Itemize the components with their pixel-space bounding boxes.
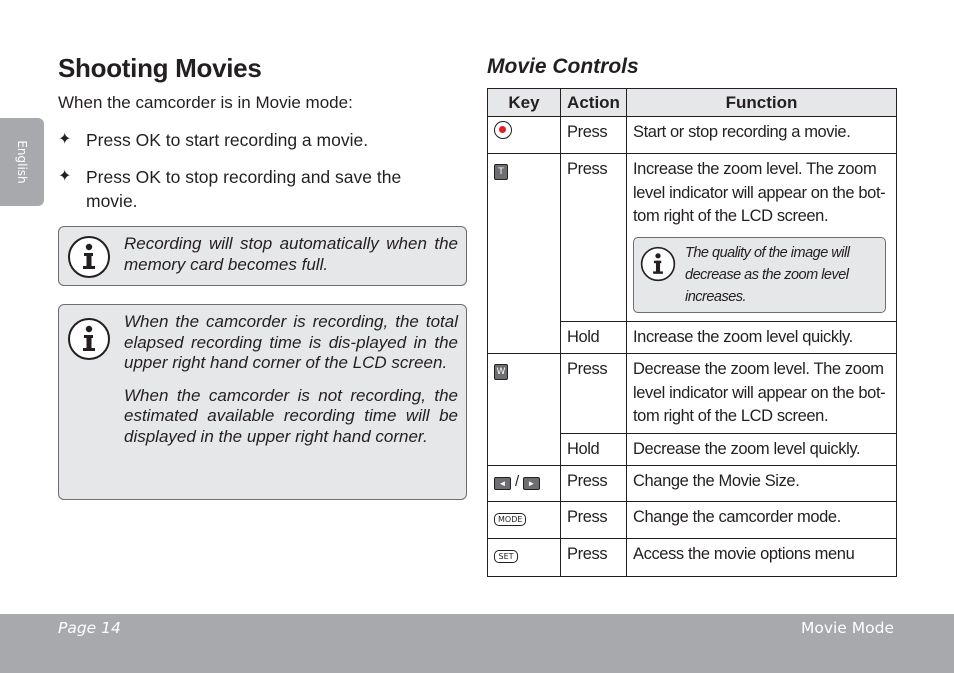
function-cell: Start or stop recording a movie. — [627, 117, 897, 154]
table-row — [488, 466, 897, 502]
bullet-item — [58, 165, 438, 213]
key-separator: / — [515, 473, 519, 490]
function-cell: Change the Movie Size. — [627, 466, 897, 502]
action-cell: Press — [561, 466, 627, 502]
action-cell: Hold — [561, 433, 627, 466]
function-cell: Increase the zoom level quickly. — [627, 321, 897, 354]
key-cell — [488, 117, 561, 154]
action-cell: Hold — [561, 321, 627, 354]
table-row — [488, 117, 897, 154]
record-button-icon — [494, 121, 512, 139]
intro-text: When the camcorder is in Movie mode: — [58, 93, 353, 112]
action-cell: Press — [561, 154, 627, 322]
star-bullet-icon: ✦ — [58, 131, 72, 148]
zoom-quality-note — [633, 237, 886, 313]
page-footer — [0, 614, 954, 673]
action-cell: Press — [561, 117, 627, 154]
function-cell: Change the camcorder mode. — [627, 502, 897, 539]
header-function: Function — [627, 89, 897, 117]
star-bullet-icon: ✦ — [58, 168, 72, 185]
key-cell — [488, 466, 561, 502]
function-cell: Decrease the zoom level. The zoom level indicator will appear on the bot-tom right of the LCD screen. — [627, 354, 897, 434]
section-title: Movie Controls — [487, 55, 639, 78]
note-text: The quality of the image will decrease as the zoom level increases. — [685, 244, 850, 305]
note-text: When the camcorder is recording, the total elapsed recording time is dis-played in the upper right hand corner of the LCD screen. — [124, 312, 458, 372]
set-button-icon: SET — [494, 550, 518, 563]
info-icon — [640, 246, 676, 282]
mode-button-icon: MODE — [494, 513, 526, 526]
zoom-out-button-icon: W — [494, 364, 508, 380]
page-number: Page 14 — [58, 619, 121, 637]
key-cell — [488, 154, 561, 354]
function-text: Increase the zoom level. The zoom level indicator will appear on the bot-tom right of the LCD screen. — [633, 160, 886, 225]
header-key: Key — [488, 89, 561, 117]
bullet-text: Press OK to start recording a movie. — [86, 130, 369, 150]
note-text: Recording will stop automatically when the memory card becomes full. — [124, 234, 458, 274]
note-text: When the camcorder is not recording, the estimated available recording time will be displayed in the upper right hand corner. — [124, 385, 458, 446]
left-arrow-button-icon: ◄ — [494, 477, 511, 490]
key-cell — [488, 539, 561, 577]
action-cell: Press — [561, 502, 627, 539]
section-name: Movie Mode — [800, 619, 894, 637]
header-action: Action — [561, 89, 627, 117]
info-note — [58, 304, 467, 500]
key-cell — [488, 502, 561, 539]
bullet-item — [58, 128, 438, 152]
table-row — [488, 502, 897, 539]
table-header-row — [488, 89, 897, 117]
info-icon — [67, 317, 111, 361]
function-cell: Access the movie options menu — [627, 539, 897, 577]
zoom-in-button-icon: T — [494, 164, 508, 180]
controls-table — [487, 88, 897, 577]
action-cell: Press — [561, 354, 627, 434]
function-cell: Decrease the zoom level quickly. — [627, 433, 897, 466]
right-arrow-button-icon: ► — [523, 477, 540, 490]
info-note — [58, 226, 467, 286]
info-icon — [67, 235, 111, 279]
language-tab-label: English — [15, 140, 29, 184]
action-cell: Press — [561, 539, 627, 577]
function-cell — [627, 154, 897, 322]
table-row — [488, 539, 897, 577]
table-row — [488, 354, 897, 434]
table-row — [488, 154, 897, 322]
page-title: Shooting Movies — [58, 53, 262, 83]
bullet-text: Press OK to stop recording and save the movie. — [86, 167, 402, 211]
language-tab — [0, 118, 44, 206]
key-cell — [488, 354, 561, 466]
